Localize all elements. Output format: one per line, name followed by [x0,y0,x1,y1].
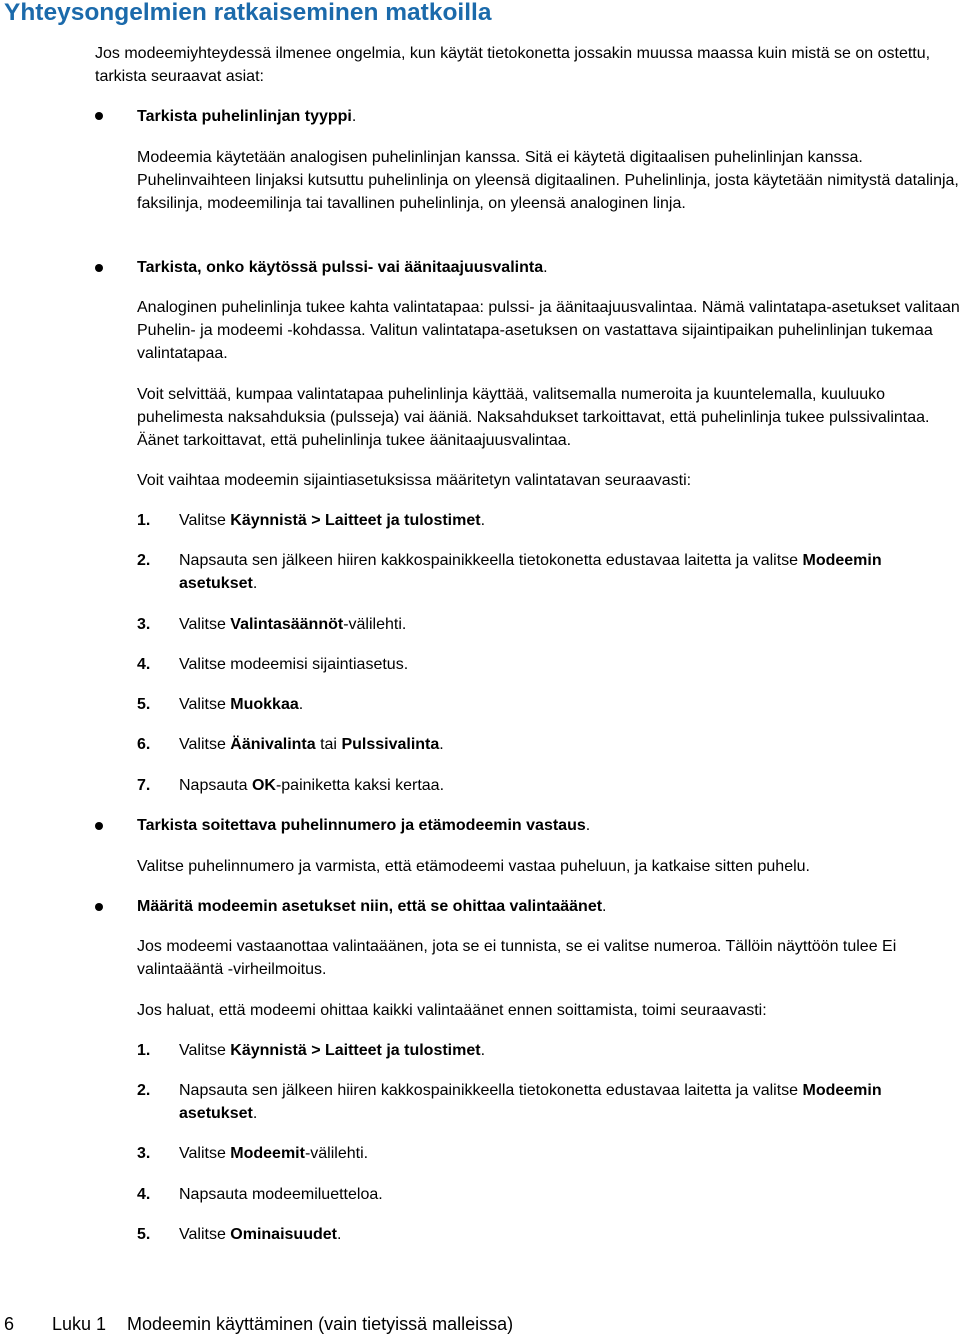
line-type-paragraph: Modeemia käytetään analogisen puhelinlinjan kanssa. Sitä ei käytetä digitaalisen puhelinlinjan kanssa. Puhelinvaihteen linjaksi kutsuttu puhelinlinja on yleensä digitaalinen. Puhelinlinja, josta käytetään nimitystä datalinja, faksilinja, modeemilinja tai tavallinen puhelinlinja, on yleensä analoginen linja. [137,149,959,212]
step-item: 5. Valitse Muokkaa. [137,696,304,713]
bullet-dot [95,112,103,120]
step-item: 6. Valitse Äänivalinta tai Pulssivalinta. [137,736,444,753]
bullet-heading-number-check: Tarkista soitettava puhelinnumero ja etämodeemin vastaus. [137,817,591,834]
step-item: 4. Valitse modeemisi sijaintiasetus. [137,656,409,673]
chapter-label: Luku 1 [52,1314,107,1334]
dialing-mode-paragraph-3: Voit vaihtaa modeemin sijaintiasetuksissa määritetyn valintatavan seuraavasti: [137,472,692,489]
step-item: 1. Valitse Käynnistä > Laitteet ja tulostimet. [137,1042,486,1059]
bullet-dot [95,264,103,272]
dial-tone-paragraph-2: Jos haluat, että modeemi ohittaa kaikki valintaäänet ennen soittamista, toimi seuraavasti: [137,1002,767,1019]
step-item: 5. Valitse Ominaisuudet. [137,1226,342,1243]
page-number: 6 [4,1314,15,1334]
dialing-mode-paragraph-2: Voit selvittää, kumpaa valintatapaa puhelinlinja käyttää, valitsemalla numeroita ja kuuntelemalla, kuuluuko puhelimesta naksahduksia (pulsseja) vai ääniä. Naksahdukset tarkoittavat, että puhelinlinja tukee pulssivalintaa. Äänet tarkoittavat, että puhelinlinja tukee äänitaajuusvalintaa. [137,386,930,449]
bullet-heading-dialing-mode: Tarkista, onko käytössä pulssi- vai äänitaajuusvalinta. [137,259,548,276]
bullet-dot [95,822,103,830]
step-item: 7. Napsauta OK-painiketta kaksi kertaa. [137,777,445,794]
step-item: 2. Napsauta sen jälkeen hiiren kakkospainikkeella tietokonetta edustavaa laitetta ja valitse Modeemin asetukset. [137,552,882,592]
dial-tone-paragraph-1: Jos modeemi vastaanottaa valintaäänen, jota se ei tunnista, se ei valitse numeroa. Tällöin näyttöön tulee Ei valintaääntä -virheilmoitus. [137,938,897,978]
step-item: 3. Valitse Modeemit-välilehti. [137,1145,369,1162]
bullet-heading-dial-tone: Määritä modeemin asetukset niin, että se ohittaa valintaäänet. [137,898,607,915]
step-item: 1. Valitse Käynnistä > Laitteet ja tulostimet. [137,512,486,529]
dialing-mode-paragraph-1: Analoginen puhelinlinja tukee kahta valintatapaa: pulssi- ja äänitaajuusvalintaa. Nämä valintatapa-asetukset valitaan Puhelin- ja modeemi -kohdassa. Valitun valintatapa-asetuksen on vastattava sijaintipaikan puhelinlinjan tukemaa valintatapaa. [137,299,960,362]
number-check-paragraph: Valitse puhelinnumero ja varmista, että etämodeemi vastaa puheluun, ja katkaise sitten puhelu. [137,858,810,875]
bullet-dot [95,903,103,911]
chapter-title: Modeemin käyttäminen (vain tietyissä malleissa) [127,1314,514,1334]
bullet-heading-line-type: Tarkista puhelinlinjan tyyppi. [137,108,357,125]
step-item: 3. Valitse Valintasäännöt-välilehti. [137,616,407,633]
step-item: 4. Napsauta modeemiluetteloa. [137,1186,383,1203]
step-item: 2. Napsauta sen jälkeen hiiren kakkospainikkeella tietokonetta edustavaa laitetta ja valitse Modeemin asetukset. [137,1082,882,1122]
page-title: Yhteysongelmien ratkaiseminen matkoilla [4,0,492,26]
intro-paragraph: Jos modeemiyhteydessä ilmenee ongelmia, kun käytät tietokonetta jossakin muussa maassa kuin mistä se on ostettu, tarkista seuraavat asiat: [95,45,931,85]
